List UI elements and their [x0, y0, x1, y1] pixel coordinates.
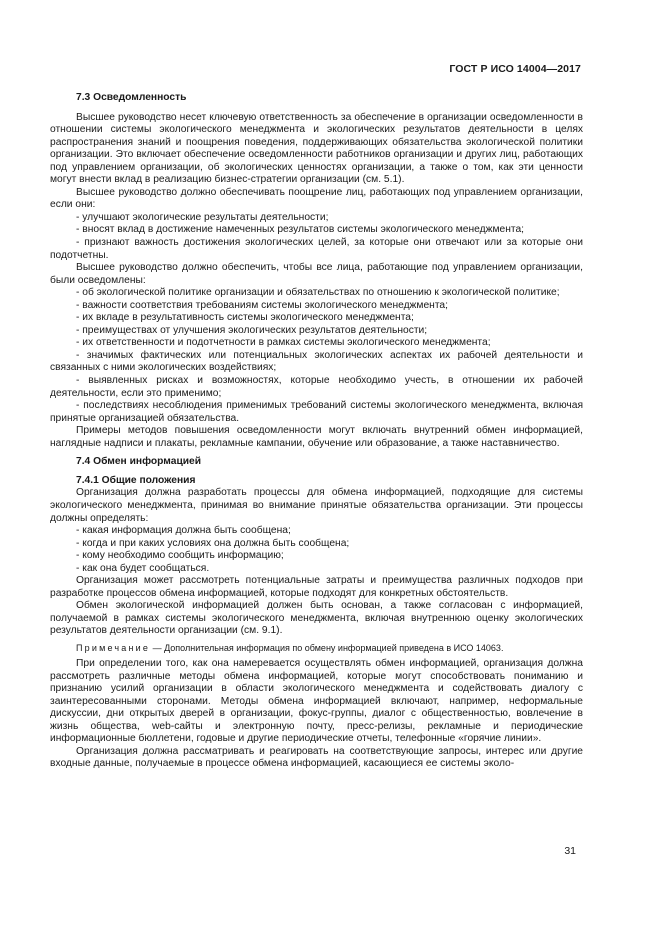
list-item: - преимуществах от улучшения экологических результатов деятельности; — [76, 324, 428, 336]
list-item: - значимых фактических или потенциальных экологических аспектах их рабочей деятельности и связанных с ними экологических воздействиях; — [50, 349, 583, 374]
paragraph: Высшее руководство должно обеспечивать поощрение лиц, работающих под управлением организации, если они: — [50, 186, 583, 211]
list-item: - важности соответствия требованиям системы экологического менеджмента; — [76, 299, 448, 311]
standard-header: ГОСТ Р ИСО 14004—2017 — [449, 63, 581, 75]
paragraph: Примеры методов повышения осведомленности могут включать внутренний обмен информацией, наглядные надписи и плакаты, рекламные кампании, обучение или образование, а также наставничество. — [50, 425, 583, 449]
paragraph: Высшее руководство несет ключевую ответственность за обеспечение в организации осведомленности в отношении системы экологического менеджмента и экологических результатов деятельности в целях распространения знаний и поощрения поведения, поддерживающих обязательства экологической политики организации. Это включает обеспечение осведомленности работников организации и других лиц, работающих под управлением организации, об экологических ценностях организации, а также о том, как эти ценности могут внести вклад в реализацию бизнес-стратегии организации (см. 5.1). — [50, 111, 583, 186]
section-heading-7-3: 7.3 Осведомленность — [76, 92, 187, 103]
list-item: - последствиях несоблюдения применимых требований системы экологического менеджмента, включая принятые организацией обязательства. — [50, 400, 583, 424]
list-item: - какая информация должна быть сообщена; — [76, 525, 291, 537]
paragraph: Организация может рассмотреть потенциальные затраты и преимущества различных подходов при разработке процессов обмена информацией, которые подходят для конкретных обстоятельств. — [50, 575, 583, 599]
paragraph: Высшее руководство должно обеспечить, чтобы все лица, работающие под управлением организации, были осведомлены: — [50, 262, 583, 286]
paragraph: Организация должна рассматривать и реагировать на соответствующие запросы, интерес или другие входные данные, получаемые в процессе обмена информацией, касающиеся ее системы эколо- — [50, 745, 583, 770]
list-item: - как она будет сообщаться. — [76, 562, 210, 574]
page-content — [50, 92, 583, 771]
list-item: - их вкладе в результативность системы экологического менеджмента; — [76, 312, 414, 324]
paragraph: Обмен экологической информацией должен быть основан, а также согласован с информацией, получаемой в рамках системы экологического менеджмента, включая внутреннюю оценку экологических результатов деятельности организации (см. 9.1). — [50, 600, 583, 637]
list-item: - вносят вклад в достижение намеченных результатов системы экологического менеджмента; — [76, 224, 524, 236]
paragraph: При определении того, как она намеревается осуществлять обмен информацией, организация должна рассмотреть различные методы обмена информацией, которые могут способствовать пониманию и признанию усилий организации в области экологического менеджмента и содействовать диалогу с заинтересованными сторонами. Методы обмена информацией включают, например, неформальные дискуссии, дни открытых дверей в организации, фокус-группы, диалог с общественностью, вовлечение в жизнь общества, web-сайты и электронную почту, пресс-релизы, рекламные и периодические информационные бюллетени, годовые и другие периодические отчеты, телефонные «горячие линии». — [50, 657, 583, 745]
page-number: 31 — [564, 845, 576, 857]
section-heading-7-4: 7.4 Обмен информацией — [76, 456, 202, 468]
note-text: — Дополнительная информация по обмену информацией приведена в ИСО 14063. — [150, 642, 504, 653]
paragraph: Организация должна разработать процессы для обмена информацией, подходящие для системы экологического менеджмента, принимая во внимание принятые обязательства организации. Эти процессы должны определять: — [50, 487, 583, 524]
note — [50, 642, 583, 654]
list-item: - кому необходимо сообщить информацию; — [76, 550, 284, 562]
subsection-heading-7-4-1: 7.4.1 Общие положения — [76, 474, 196, 486]
list-item: - выявленных рисках и возможностях, которые необходимо учесть, в отношении их рабочей деятельности, если это применимо; — [50, 375, 583, 399]
list-item: - улучшают экологические результаты деятельности; — [76, 211, 329, 223]
list-item: - об экологической политике организации и обязательствах по отношению к экологической политике; — [76, 287, 560, 299]
list-item: - когда и при каких условиях она должна быть сообщена; — [76, 537, 350, 549]
list-item: - их ответственности и подотчетности в рамках системы экологического менеджмента; — [76, 337, 491, 349]
note-label: Примечание — [76, 642, 151, 653]
list-item: - признают важность достижения экологических целей, за которые они отвечают или за которые они подотчетны. — [50, 237, 583, 261]
